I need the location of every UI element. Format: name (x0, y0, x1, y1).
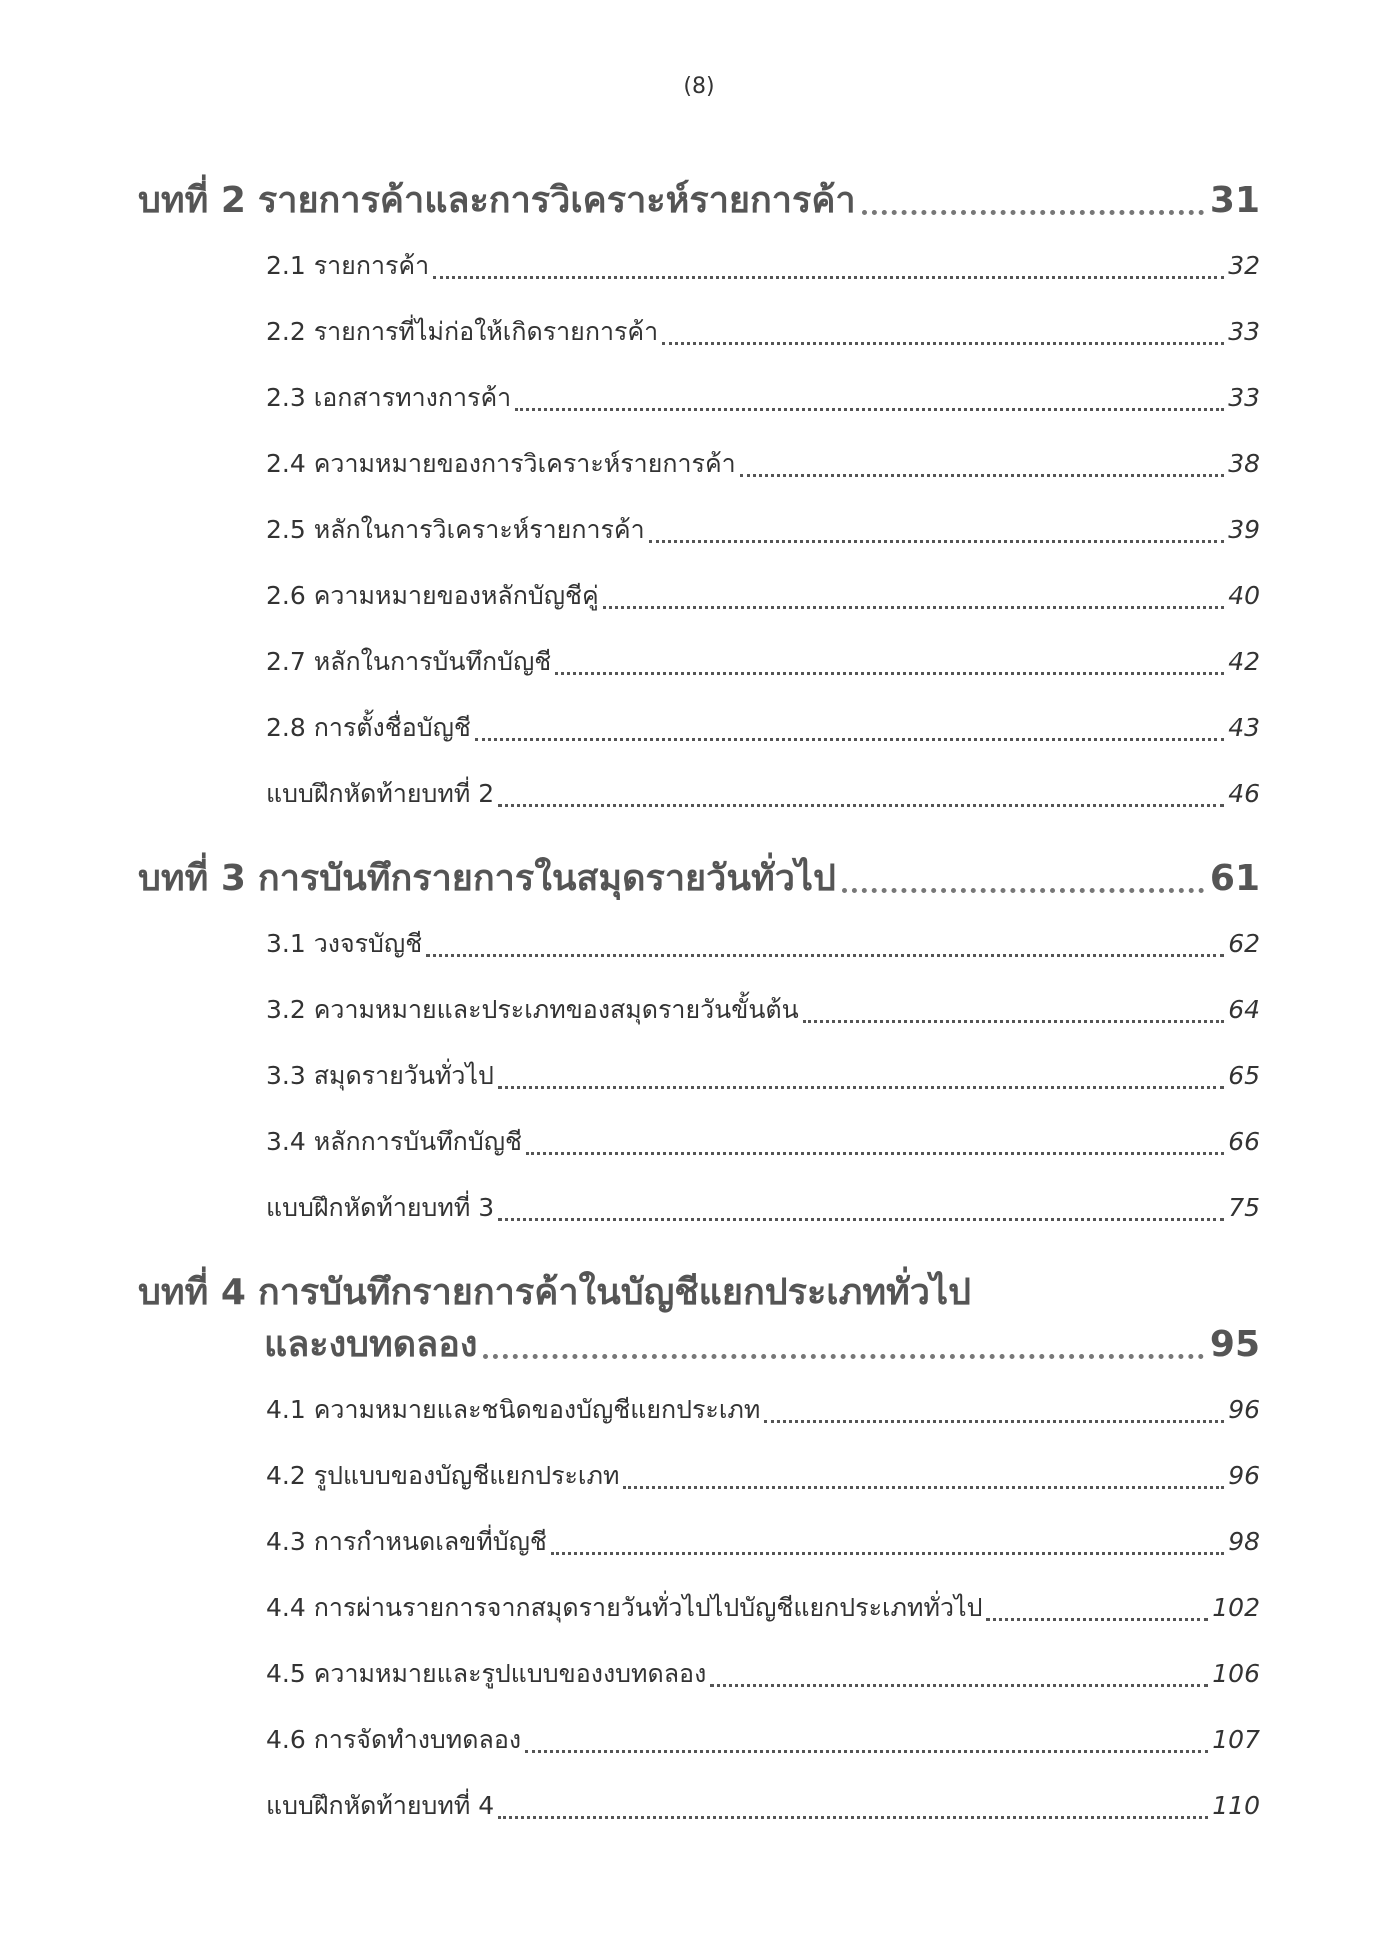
dot-leader (475, 736, 1224, 741)
section-page-number: 96 (1228, 1461, 1260, 1490)
chapter-title-line-1: การบันทึกรายการค้าในบัญชีแยกประเภททั่วไป (257, 1272, 971, 1313)
table-of-contents (138, 175, 1260, 1865)
dot-leader (842, 874, 1204, 893)
section-title: 3.4 หลักการบันทึกบัญชี (266, 1127, 522, 1156)
chapter-heading[interactable] (138, 853, 1260, 905)
chapter-title: รายการค้าและการวิเคราะห์รายการค้า (257, 180, 856, 221)
toc-entry[interactable] (266, 761, 1260, 827)
section-title: 2.5 หลักในการวิเคราะห์รายการค้า (266, 515, 645, 544)
section-title: 3.1 วงจรบัญชี (266, 929, 423, 958)
toc-entry[interactable] (266, 911, 1260, 977)
chapter-heading-continued[interactable] (138, 1319, 1260, 1371)
toc-entry[interactable] (266, 233, 1260, 299)
section-title: 2.3 เอกสารทางการค้า (266, 383, 512, 412)
dot-leader (623, 1484, 1224, 1489)
section-page-number: 98 (1228, 1527, 1260, 1556)
chapter-heading[interactable] (138, 175, 1260, 227)
section-page-number: 42 (1228, 647, 1260, 676)
toc-entry[interactable] (266, 497, 1260, 563)
section-title: 4.4 การผ่านรายการจากสมุดรายวันทั่วไปไปบัญชีแยกประเภททั่วไป (266, 1593, 983, 1622)
chapter-title: การบันทึกรายการในสมุดรายวันทั่วไป (257, 858, 836, 899)
dot-leader (551, 1550, 1224, 1555)
dot-leader (483, 1340, 1203, 1359)
section-title: 3.2 ความหมายและประเภทของสมุดรายวันขั้นต้น (266, 995, 799, 1024)
section-list (138, 1377, 1260, 1839)
chapter-page-number: 61 (1209, 858, 1260, 899)
section-list (138, 233, 1260, 827)
dot-leader (740, 472, 1224, 477)
dot-leader (555, 670, 1224, 675)
section-page-number: 106 (1212, 1659, 1260, 1688)
section-title: 4.2 รูปแบบของบัญชีแยกประเภท (266, 1461, 620, 1490)
dot-leader (649, 538, 1224, 543)
toc-entry[interactable] (266, 1707, 1260, 1773)
section-title: แบบฝึกหัดท้ายบทที่ 4 (266, 1791, 495, 1820)
section-page-number: 110 (1212, 1791, 1260, 1820)
toc-entry[interactable] (266, 1377, 1260, 1443)
section-page-number: 62 (1228, 929, 1260, 958)
dot-leader (498, 1814, 1208, 1819)
chapter-3 (138, 853, 1260, 1241)
toc-entry[interactable] (266, 1443, 1260, 1509)
dot-leader (764, 1418, 1224, 1423)
dot-leader (426, 952, 1224, 957)
toc-entry[interactable] (266, 299, 1260, 365)
chapter-label: บทที่ 3 (138, 858, 246, 899)
toc-entry[interactable] (266, 1175, 1260, 1241)
section-page-number: 64 (1228, 995, 1260, 1024)
dot-leader (526, 1150, 1224, 1155)
section-title: 2.6 ความหมายของหลักบัญชีคู่ (266, 581, 599, 610)
chapter-4 (138, 1267, 1260, 1839)
section-page-number: 33 (1228, 383, 1260, 412)
dot-leader (662, 340, 1224, 345)
dot-leader (498, 1216, 1224, 1221)
chapter-label: บทที่ 2 (138, 180, 246, 221)
chapter-title-line-2: และงบทดลอง (264, 1324, 478, 1365)
chapter-heading[interactable] (138, 1267, 1260, 1319)
toc-entry[interactable] (266, 1575, 1260, 1641)
toc-entry[interactable] (266, 1043, 1260, 1109)
page-number: (8) (683, 74, 715, 99)
toc-entry[interactable] (266, 695, 1260, 761)
toc-entry[interactable] (266, 629, 1260, 695)
section-title: 4.5 ความหมายและรูปแบบของงบทดลอง (266, 1659, 707, 1688)
dot-leader (515, 406, 1224, 411)
section-page-number: 43 (1228, 713, 1260, 742)
toc-entry[interactable] (266, 431, 1260, 497)
section-page-number: 96 (1228, 1395, 1260, 1424)
section-title: 4.3 การกำหนดเลขที่บัญชี (266, 1527, 547, 1556)
toc-entry[interactable] (266, 365, 1260, 431)
dot-leader (525, 1748, 1208, 1753)
section-title: 4.1 ความหมายและชนิดของบัญชีแยกประเภท (266, 1395, 761, 1424)
dot-leader (862, 196, 1204, 215)
dot-leader (498, 802, 1224, 807)
section-page-number: 75 (1228, 1193, 1260, 1222)
section-title: 2.8 การตั้งชื่อบัญชี (266, 713, 471, 742)
dot-leader (803, 1018, 1224, 1023)
section-page-number: 39 (1228, 515, 1260, 544)
chapter-2 (138, 175, 1260, 827)
dot-leader (433, 274, 1224, 279)
section-page-number: 38 (1228, 449, 1260, 478)
section-list (138, 911, 1260, 1241)
section-page-number: 40 (1228, 581, 1260, 610)
toc-entry[interactable] (266, 1109, 1260, 1175)
chapter-page-number: 95 (1209, 1324, 1260, 1365)
section-title: 2.2 รายการที่ไม่ก่อให้เกิดรายการค้า (266, 317, 659, 346)
section-title: แบบฝึกหัดท้ายบทที่ 3 (266, 1193, 495, 1222)
section-page-number: 66 (1228, 1127, 1260, 1156)
dot-leader (498, 1084, 1224, 1089)
section-title: 2.4 ความหมายของการวิเคราะห์รายการค้า (266, 449, 736, 478)
section-title: 3.3 สมุดรายวันทั่วไป (266, 1061, 494, 1090)
dot-leader (986, 1616, 1208, 1621)
section-page-number: 33 (1228, 317, 1260, 346)
section-page-number: 102 (1212, 1593, 1260, 1622)
dot-leader (603, 604, 1224, 609)
toc-entry[interactable] (266, 1509, 1260, 1575)
section-page-number: 46 (1228, 779, 1260, 808)
toc-entry[interactable] (266, 563, 1260, 629)
section-page-number: 107 (1212, 1725, 1260, 1754)
section-title: 2.7 หลักในการบันทึกบัญชี (266, 647, 552, 676)
section-title: 2.1 รายการค้า (266, 251, 430, 280)
toc-entry[interactable] (266, 1773, 1260, 1839)
chapter-label: บทที่ 4 (138, 1272, 246, 1313)
chapter-page-number: 31 (1209, 180, 1260, 221)
dot-leader (710, 1682, 1208, 1687)
toc-entry[interactable] (266, 977, 1260, 1043)
section-page-number: 32 (1228, 251, 1260, 280)
section-page-number: 65 (1228, 1061, 1260, 1090)
section-title: 4.6 การจัดทำงบทดลอง (266, 1725, 522, 1754)
toc-entry[interactable] (266, 1641, 1260, 1707)
section-title: แบบฝึกหัดท้ายบทที่ 2 (266, 779, 495, 808)
